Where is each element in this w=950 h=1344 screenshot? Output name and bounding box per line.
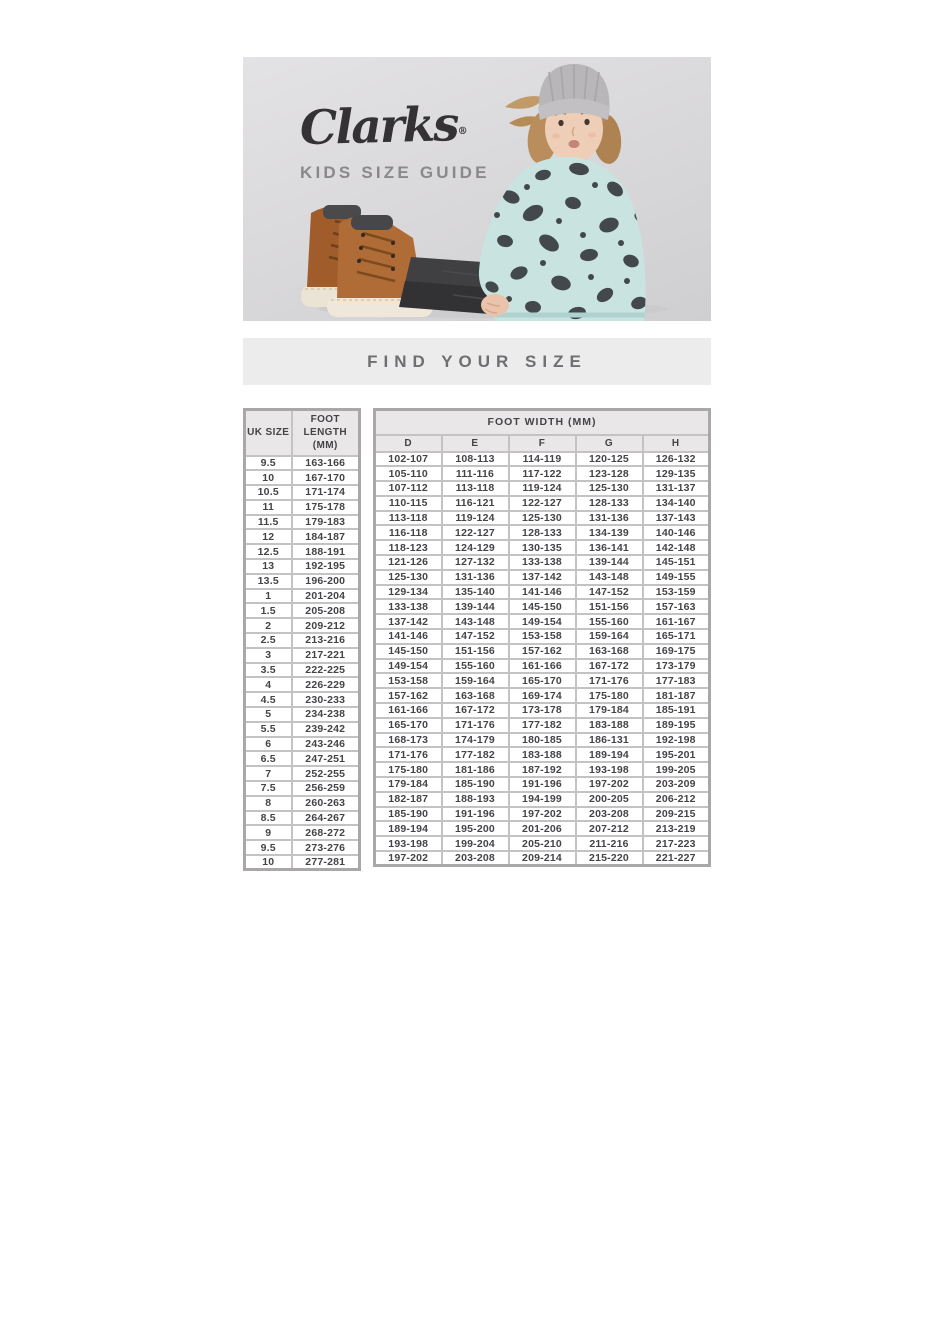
table-cell: 243-246 [292,737,360,752]
width-col-f: F [509,435,576,452]
table-cell: 175-180 [375,762,442,777]
table-cell: 247-251 [292,751,360,766]
table-cell: 122-127 [442,525,509,540]
table-cell: 169-174 [509,688,576,703]
table-row [375,511,710,526]
table-row [245,855,360,870]
table-row [245,500,360,515]
table-cell: 217-221 [292,648,360,663]
table-cell: 197-202 [375,851,442,866]
table-cell: 181-187 [643,688,710,703]
table-cell: 7.5 [245,781,292,796]
table-cell: 151-156 [576,599,643,614]
table-cell: 182-187 [375,792,442,807]
foot-length-table [243,408,361,871]
table-cell: 13 [245,559,292,574]
table-cell: 215-220 [576,851,643,866]
table-title-row [375,410,710,435]
table-cell: 264-267 [292,811,360,826]
table-cell: 4.5 [245,692,292,707]
table-cell: 127-132 [442,555,509,570]
table-cell: 2 [245,618,292,633]
table-cell: 201-204 [292,589,360,604]
table-cell: 189-194 [576,747,643,762]
table-cell: 171-176 [576,673,643,688]
table-row [375,570,710,585]
table-cell: 205-208 [292,603,360,618]
table-cell: 124-129 [442,540,509,555]
table-cell: 6 [245,737,292,752]
table-cell: 234-238 [292,707,360,722]
table-cell: 203-208 [442,851,509,866]
table-cell: 277-281 [292,855,360,870]
table-cell: 155-160 [442,659,509,674]
table-row [375,851,710,866]
table-cell: 114-119 [509,452,576,467]
table-cell: 189-195 [643,718,710,733]
table-cell: 239-242 [292,722,360,737]
table-row [245,603,360,618]
table-row [245,618,360,633]
table-cell: 140-146 [643,525,710,540]
table-cell: 188-193 [442,792,509,807]
table-cell: 161-166 [509,659,576,674]
table-cell: 139-144 [576,555,643,570]
table-cell: 179-184 [576,703,643,718]
table-cell: 10 [245,855,292,870]
table-row [375,644,710,659]
table-cell: 177-182 [442,747,509,762]
table-cell: 273-276 [292,840,360,855]
table-cell: 131-136 [576,511,643,526]
table-cell: 163-168 [576,644,643,659]
table-cell: 183-188 [509,747,576,762]
table-cell: 209-215 [643,807,710,822]
table-cell: 139-144 [442,599,509,614]
table-cell: 131-137 [643,481,710,496]
table-cell: 122-127 [509,496,576,511]
table-cell: 222-225 [292,663,360,678]
table-cell: 221-227 [643,851,710,866]
table-row [375,821,710,836]
table-row [375,629,710,644]
table-row [245,559,360,574]
table-cell: 194-199 [509,792,576,807]
table-cell: 134-139 [576,525,643,540]
table-cell: 8.5 [245,811,292,826]
table-row [245,692,360,707]
table-cell: 195-200 [442,821,509,836]
table-row [375,762,710,777]
table-row [245,648,360,663]
table-cell: 165-170 [375,718,442,733]
table-row [245,811,360,826]
table-cell: 131-136 [442,570,509,585]
table-row [245,737,360,752]
table-row [375,496,710,511]
clarks-logo: Clarks® [299,97,468,157]
table-row [375,540,710,555]
table-row [245,781,360,796]
table-row [245,722,360,737]
table-cell: 125-130 [576,481,643,496]
table-cell: 125-130 [375,570,442,585]
table-cell: 9.5 [245,840,292,855]
table-cell: 125-130 [509,511,576,526]
table-row [245,589,360,604]
foot-length-table-container [243,408,361,871]
width-col-d: D [375,435,442,452]
foot-width-table [373,408,711,867]
table-row [375,525,710,540]
table-cell: 149-155 [643,570,710,585]
table-cell: 161-166 [375,703,442,718]
table-cell: 145-150 [375,644,442,659]
table-cell: 193-198 [576,762,643,777]
table-cell: 186-131 [576,733,643,748]
table-cell: 4 [245,677,292,692]
table-cell: 192-195 [292,559,360,574]
table-cell: 189-194 [375,821,442,836]
table-row [245,677,360,692]
table-row [245,529,360,544]
table-cell: 206-212 [643,792,710,807]
table-cell: 119-124 [509,481,576,496]
table-cell: 6.5 [245,751,292,766]
table-cell: 260-263 [292,796,360,811]
width-col-e: E [442,435,509,452]
beanie [538,64,610,120]
table-cell: 180-185 [509,733,576,748]
table-cell: 217-223 [643,836,710,851]
table-cell: 137-142 [509,570,576,585]
foot-width-table-body [375,452,710,866]
table-row [375,807,710,822]
hero-banner [243,57,711,321]
table-cell: 179-184 [375,777,442,792]
table-cell: 129-134 [375,585,442,600]
table-cell: 118-123 [375,540,442,555]
table-cell: 5 [245,707,292,722]
table-cell: 174-179 [442,733,509,748]
table-row [245,663,360,678]
table-row [245,751,360,766]
table-cell: 207-212 [576,821,643,836]
table-cell: 181-186 [442,762,509,777]
table-cell: 165-170 [509,673,576,688]
table-cell: 167-170 [292,470,360,485]
table-cell: 1 [245,589,292,604]
table-cell: 179-183 [292,515,360,530]
foot-width-title: FOOT WIDTH (MM) [375,410,710,435]
table-cell: 149-154 [509,614,576,629]
table-row [245,840,360,855]
table-cell: 175-178 [292,500,360,515]
table-cell: 200-205 [576,792,643,807]
table-header-row [245,410,360,456]
table-cell: 130-135 [509,540,576,555]
table-cell: 157-162 [509,644,576,659]
table-cell: 159-164 [576,629,643,644]
brand-block [299,97,490,183]
table-row [375,599,710,614]
uk-size-header: UK SIZE [245,410,292,456]
table-cell: 177-182 [509,718,576,733]
kid-photo-illustration [243,57,711,321]
find-your-size-bar [243,338,711,385]
table-cell: 167-172 [576,659,643,674]
table-cell: 171-176 [442,718,509,733]
table-cell: 11.5 [245,515,292,530]
table-cell: 155-160 [576,614,643,629]
table-cell: 13.5 [245,574,292,589]
table-cell: 256-259 [292,781,360,796]
table-cell: 213-216 [292,633,360,648]
hero-subtitle: KIDS SIZE GUIDE [300,163,490,182]
table-cell: 117-122 [509,466,576,481]
table-row [375,659,710,674]
table-cell: 192-198 [643,733,710,748]
table-cell: 163-166 [292,456,360,471]
table-row [375,673,710,688]
table-cell: 10.5 [245,485,292,500]
table-cell: 1.5 [245,603,292,618]
table-cell: 168-173 [375,733,442,748]
table-cell: 203-209 [643,777,710,792]
table-cell: 157-162 [375,688,442,703]
table-cell: 137-143 [643,511,710,526]
table-row [245,796,360,811]
table-cell: 205-210 [509,836,576,851]
table-cell: 159-164 [442,673,509,688]
table-row [375,688,710,703]
table-cell: 11 [245,500,292,515]
table-cell: 129-135 [643,466,710,481]
table-cell: 171-174 [292,485,360,500]
table-cell: 211-216 [576,836,643,851]
table-cell: 108-113 [442,452,509,467]
table-cell: 136-141 [576,540,643,555]
table-cell: 268-272 [292,825,360,840]
table-cell: 153-159 [643,585,710,600]
table-cell: 10 [245,470,292,485]
table-cell: 102-107 [375,452,442,467]
table-cell: 171-176 [375,747,442,762]
table-row [375,614,710,629]
table-cell: 201-206 [509,821,576,836]
table-cell: 147-152 [442,629,509,644]
table-row [375,792,710,807]
table-cell: 3.5 [245,663,292,678]
table-cell: 137-142 [375,614,442,629]
table-cell: 128-133 [509,525,576,540]
table-row [375,836,710,851]
table-cell: 120-125 [576,452,643,467]
table-row [375,703,710,718]
table-cell: 5.5 [245,722,292,737]
table-cell: 147-152 [576,585,643,600]
table-cell: 133-138 [509,555,576,570]
table-cell: 141-146 [375,629,442,644]
table-row [375,585,710,600]
find-your-size-title: FIND YOUR SIZE [367,351,587,371]
table-row [375,718,710,733]
table-cell: 8 [245,796,292,811]
table-row [245,470,360,485]
table-cell: 191-196 [509,777,576,792]
table-cell: 226-229 [292,677,360,692]
table-cell: 143-148 [442,614,509,629]
table-cell: 107-112 [375,481,442,496]
table-cell: 173-178 [509,703,576,718]
table-cell: 142-148 [643,540,710,555]
table-row [375,466,710,481]
table-cell: 177-183 [643,673,710,688]
table-cell: 167-172 [442,703,509,718]
table-cell: 123-128 [576,466,643,481]
table-cell: 193-198 [375,836,442,851]
table-cell: 196-200 [292,574,360,589]
table-cell: 143-148 [576,570,643,585]
sweater [479,157,650,321]
table-cell: 113-118 [375,511,442,526]
table-cell: 3 [245,648,292,663]
table-cell: 7 [245,766,292,781]
table-cell: 149-154 [375,659,442,674]
table-cell: 145-150 [509,599,576,614]
foot-length-table-body [245,456,360,870]
table-cell: 9 [245,825,292,840]
table-cell: 163-168 [442,688,509,703]
foot-width-table-container [373,408,711,867]
table-cell: 113-118 [442,481,509,496]
registered-trademark-icon: ® [457,125,468,138]
table-cell: 133-138 [375,599,442,614]
hand [481,294,509,316]
table-row [375,747,710,762]
table-cell: 209-212 [292,618,360,633]
table-row [245,766,360,781]
table-cell: 183-188 [576,718,643,733]
table-row [245,485,360,500]
table-cell: 188-191 [292,544,360,559]
table-row [245,544,360,559]
table-cell: 119-124 [442,511,509,526]
table-cell: 184-187 [292,529,360,544]
table-cell: 134-140 [643,496,710,511]
table-cell: 209-214 [509,851,576,866]
table-cell: 169-175 [643,644,710,659]
table-row [245,633,360,648]
foot-length-header: FOOT LENGTH (MM) [292,410,360,456]
table-row [375,555,710,570]
table-cell: 110-115 [375,496,442,511]
table-cell: 203-208 [576,807,643,822]
table-row [245,574,360,589]
table-cell: 252-255 [292,766,360,781]
width-col-g: G [576,435,643,452]
table-row [375,481,710,496]
table-row [245,456,360,471]
table-cell: 145-151 [643,555,710,570]
table-cell: 105-110 [375,466,442,481]
table-cell: 12 [245,529,292,544]
table-cell: 175-180 [576,688,643,703]
table-cell: 153-158 [375,673,442,688]
table-cell: 141-146 [509,585,576,600]
table-cell: 153-158 [509,629,576,644]
table-cell: 2.5 [245,633,292,648]
table-cell: 111-116 [442,466,509,481]
table-cell: 173-179 [643,659,710,674]
table-cell: 126-132 [643,452,710,467]
table-cell: 185-190 [442,777,509,792]
table-row [375,452,710,467]
table-header-row [375,435,710,452]
table-cell: 191-196 [442,807,509,822]
table-cell: 151-156 [442,644,509,659]
table-cell: 185-190 [375,807,442,822]
table-row [375,777,710,792]
table-cell: 195-201 [643,747,710,762]
table-row [375,733,710,748]
table-cell: 116-118 [375,525,442,540]
width-col-h: H [643,435,710,452]
table-cell: 165-171 [643,629,710,644]
table-cell: 161-167 [643,614,710,629]
table-cell: 199-204 [442,836,509,851]
table-cell: 199-205 [643,762,710,777]
table-cell: 185-191 [643,703,710,718]
table-row [245,825,360,840]
table-cell: 187-192 [509,762,576,777]
table-cell: 135-140 [442,585,509,600]
table-cell: 12.5 [245,544,292,559]
table-cell: 230-233 [292,692,360,707]
table-cell: 9.5 [245,456,292,471]
table-cell: 121-126 [375,555,442,570]
table-row [245,707,360,722]
table-cell: 157-163 [643,599,710,614]
table-cell: 197-202 [509,807,576,822]
table-cell: 116-121 [442,496,509,511]
table-cell: 213-219 [643,821,710,836]
table-cell: 128-133 [576,496,643,511]
table-row [245,515,360,530]
table-cell: 197-202 [576,777,643,792]
